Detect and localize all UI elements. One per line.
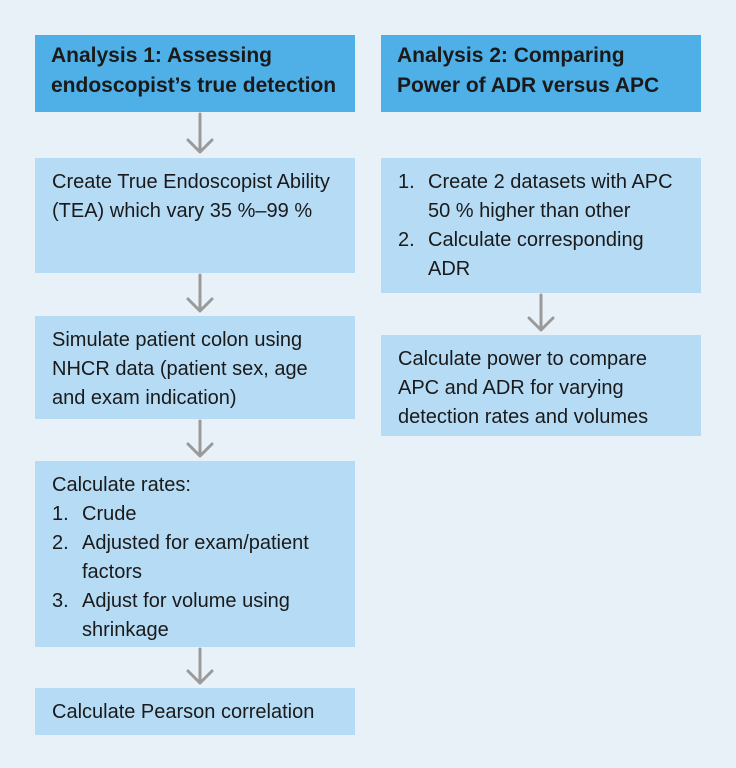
analysis1-header: [35, 35, 355, 112]
analysis2-step-datasets: [381, 158, 701, 293]
analysis1-step-pearson: [35, 688, 355, 735]
list-item: [52, 529, 339, 587]
list-item-number: 2.: [52, 532, 69, 554]
analysis1-header-text: Analysis 1: Assessing endoscopist’s true detection: [51, 44, 337, 97]
list-item-text: Crude: [82, 503, 137, 525]
list-item-text: Adjust for volume using shrinkage: [82, 590, 290, 641]
list-item-text: Adjusted for exam/patient factors: [82, 532, 309, 583]
list-item: [398, 168, 685, 226]
arrow-down-icon: [185, 112, 215, 158]
list-item-number: 2.: [398, 229, 415, 251]
analysis1-step-tea: [35, 158, 355, 273]
analysis1-step-simulate: [35, 316, 355, 419]
analysis2-header: [381, 35, 701, 112]
list-item-text: Calculate corresponding ADR: [428, 229, 644, 280]
analysis1-step-rates-title: Calculate rates:: [52, 474, 191, 496]
list-item-number: 1.: [398, 171, 415, 193]
analysis1-rates-list: [52, 500, 339, 645]
analysis2-step-power-text: Calculate power to compare APC and ADR for varying detection rates and volumes: [398, 348, 649, 428]
analysis2-step-power: [381, 335, 701, 436]
list-item-number: 3.: [52, 590, 69, 612]
list-item-number: 1.: [52, 503, 69, 525]
arrow-down-icon: [185, 273, 215, 316]
list-item: [52, 587, 339, 645]
list-item: [398, 226, 685, 284]
arrow-down-icon: [526, 293, 556, 335]
analysis2-header-text: Analysis 2: Comparing Power of ADR versus APC: [397, 44, 660, 97]
analysis1-step-pearson-text: Calculate Pearson correlation: [52, 701, 315, 723]
arrow-down-icon: [185, 647, 215, 688]
analysis1-step-rates: [35, 461, 355, 647]
analysis1-step-simulate-text: Simulate patient colon using NHCR data (patient sex, age and exam indication): [52, 329, 308, 409]
analysis1-step-tea-text: Create True Endoscopist Ability (TEA) which vary 35 %–99 %: [52, 171, 330, 222]
list-item-text: Create 2 datasets with APC 50 % higher than other: [428, 171, 673, 222]
analysis2-datasets-list: [398, 168, 685, 284]
arrow-down-icon: [185, 419, 215, 461]
list-item: [52, 500, 339, 529]
